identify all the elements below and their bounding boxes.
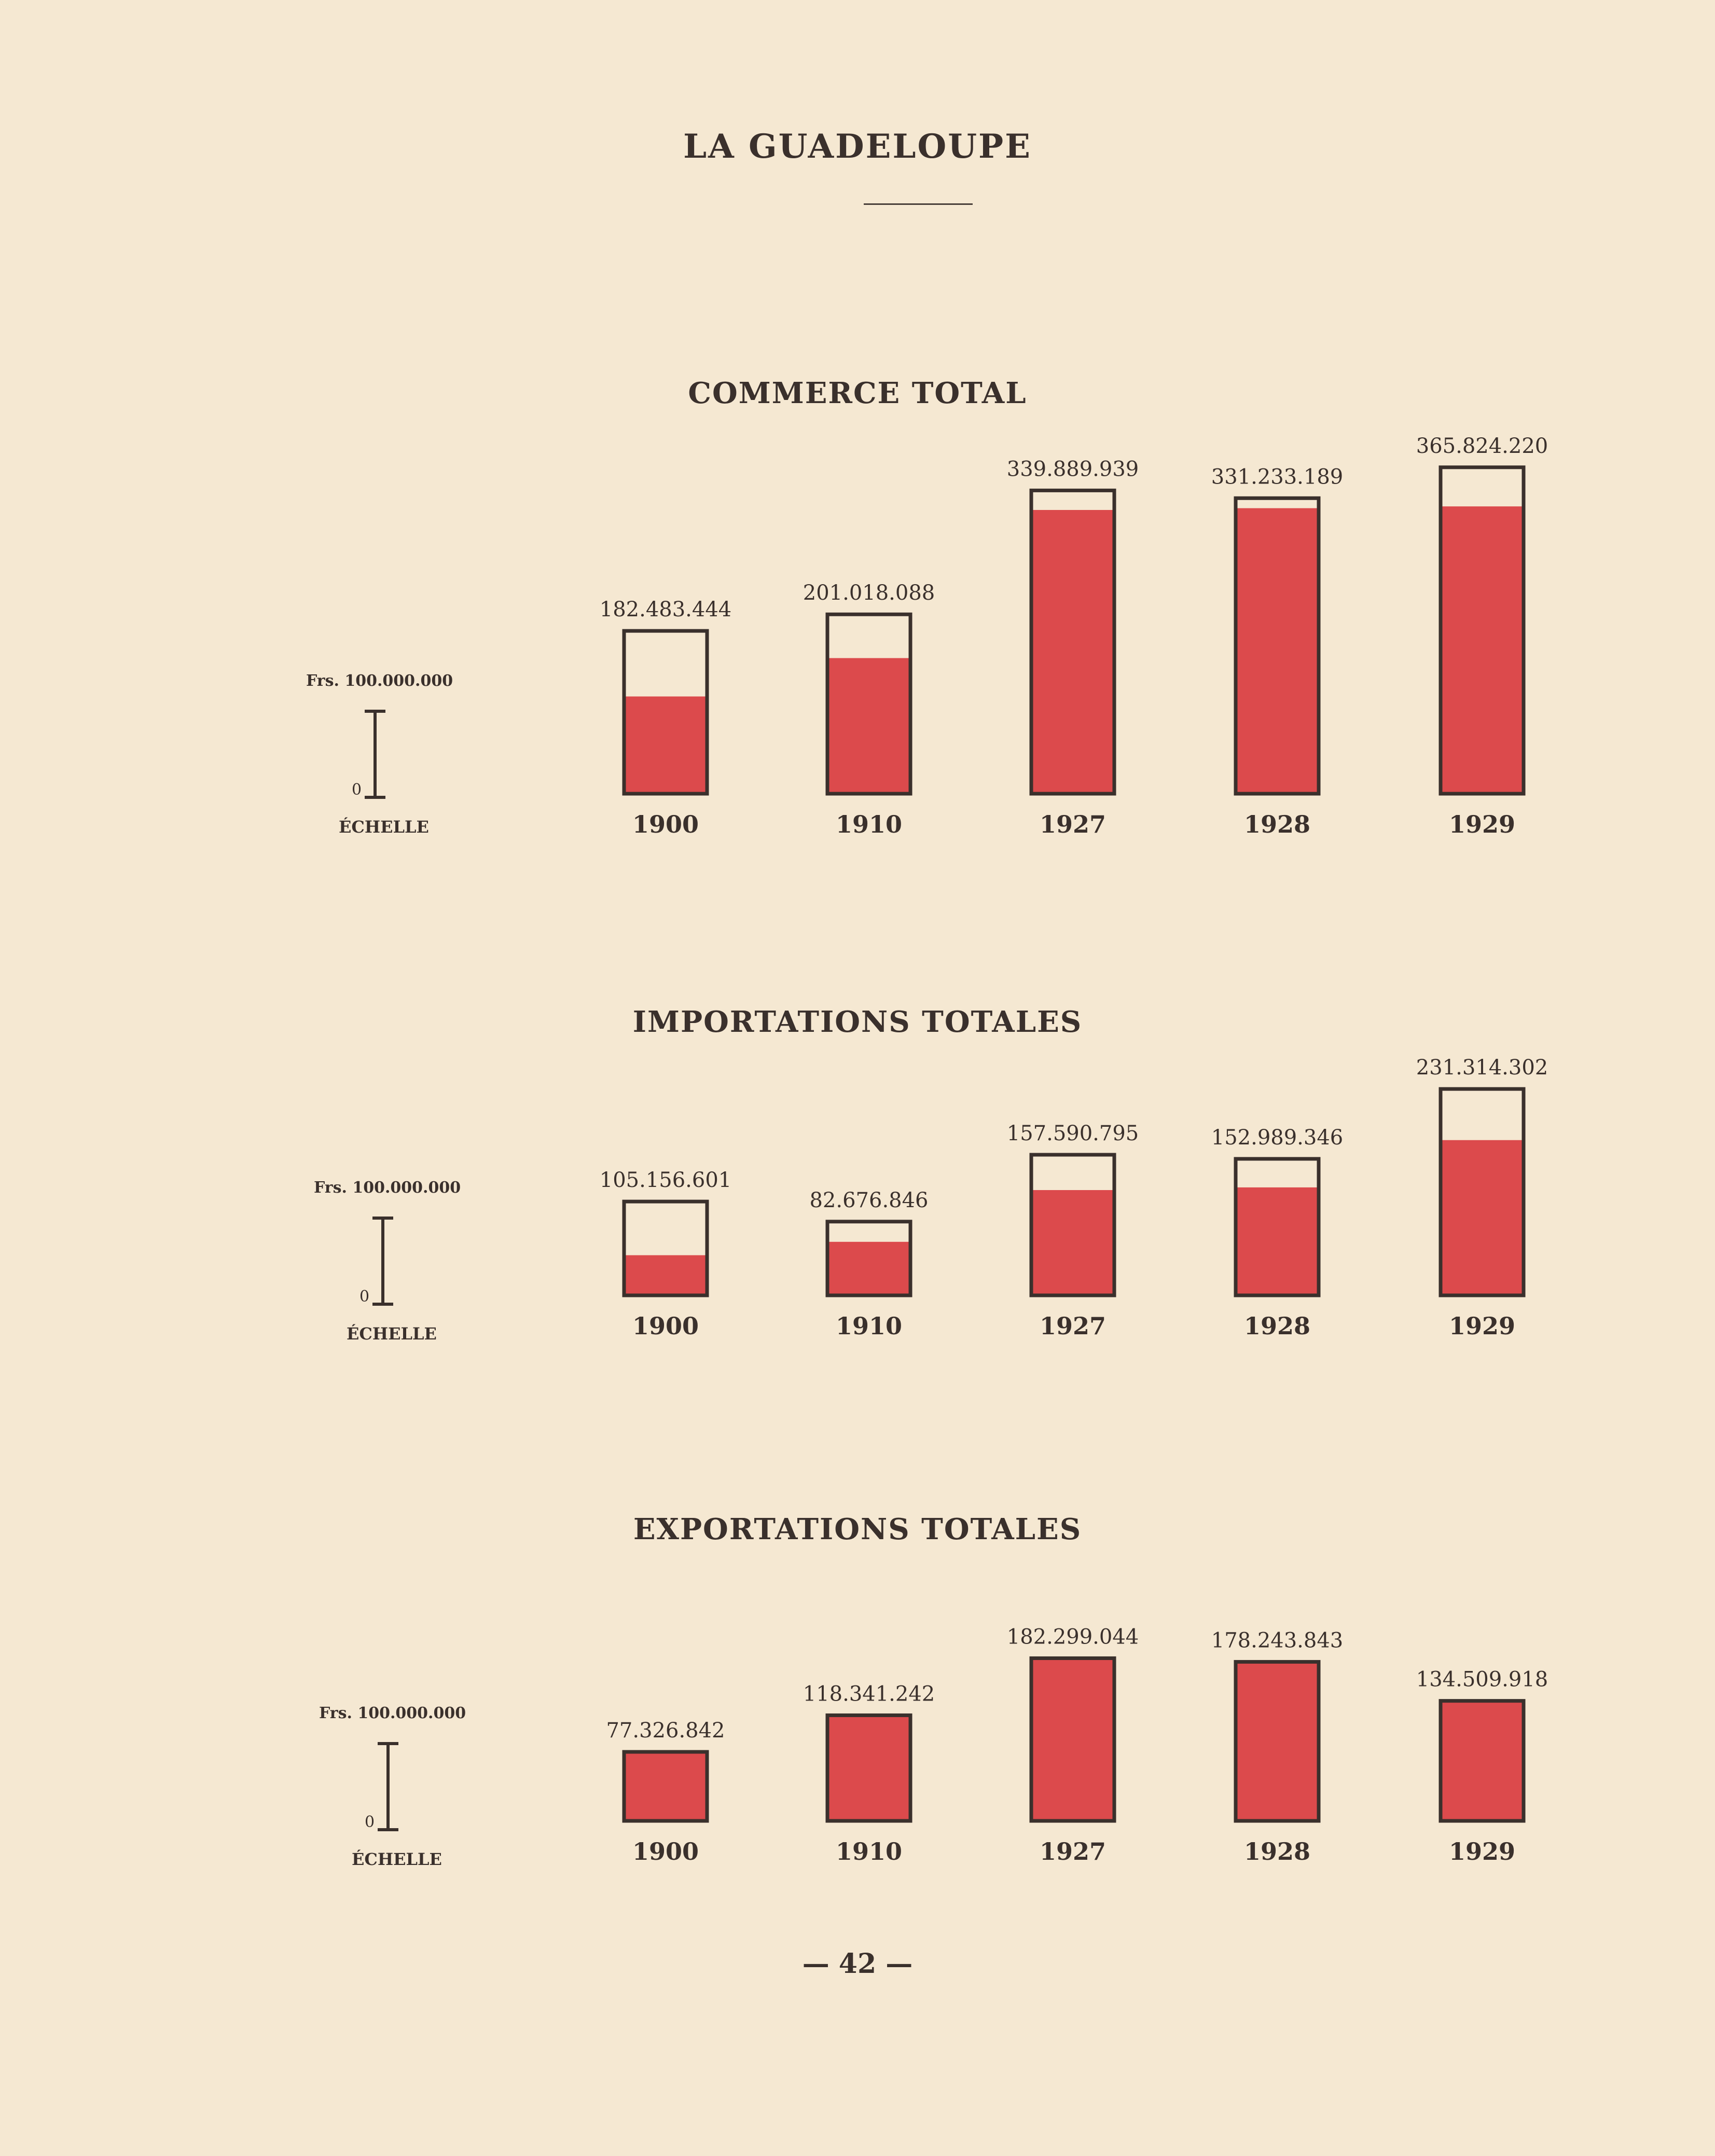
chart-commerce-total [0,363,1715,838]
x-tick-label: 1928 [1243,1837,1311,1862]
bar-fill [1442,506,1522,792]
bar-fill [1442,1701,1522,1819]
bar-group-1910 [803,1682,935,1862]
chart-title: EXPORTATIONS TOTALES [633,1512,1082,1546]
bar-fill [1033,510,1113,792]
bar-fill [626,697,706,792]
bar-value-label: 201.018.088 [803,581,935,605]
bar-value-label: 105.156.601 [599,1168,732,1193]
x-tick-label: 1900 [632,1837,699,1862]
bar-value-label: 178.243.843 [1211,1628,1344,1653]
bar-fill [1237,1187,1317,1294]
bar-value-label: 152.989.346 [1211,1125,1344,1150]
chart-exportations-totales [0,1499,1715,1966]
bar-value-label: 231.314.302 [1416,1056,1548,1080]
bar-group-1927 [1007,457,1139,838]
bar-group-1928 [1211,465,1343,838]
bar-value-label: 182.483.444 [599,598,732,622]
scale-top-label: Frs. 100.000.000 [314,1179,461,1197]
bar-fill [1033,1190,1113,1294]
page-title: LA GUADELOUPE [683,127,1032,166]
scale-zero-label: 0 [359,1288,370,1306]
bar-group-1928 [1211,1628,1343,1862]
bar-fill [829,1242,909,1294]
bar-group-1910 [809,1188,928,1340]
chart-importations-totales [0,992,1715,1459]
bar-value-label: 77.326.842 [606,1718,725,1743]
bar-group-1927 [1007,1625,1139,1862]
bar-fill [1442,1140,1522,1294]
x-tick-label: 1927 [1039,1837,1107,1862]
scale-caption: ÉCHELLE [339,817,429,837]
bar-fill [1237,508,1317,792]
scale-top-label: Frs. 100.000.000 [319,1704,466,1722]
scale-top-label: Frs. 100.000.000 [306,672,453,690]
x-tick-label: 1910 [835,1312,903,1340]
bar-value-label: 118.341.242 [803,1682,935,1706]
x-tick-label: 1900 [632,810,699,838]
chart-plot [0,1499,1715,1862]
x-tick-label: 1929 [1448,810,1516,838]
bar-group-1928 [1211,1126,1343,1340]
bar-group-1927 [1007,1122,1139,1340]
bar-fill [829,658,909,792]
scale-zero-label: 0 [352,781,362,799]
bar-value-label: 157.590.795 [1006,1121,1139,1145]
bar-fill [1033,1658,1113,1819]
bar-group-1900 [600,598,731,838]
bar-fill [1237,1662,1317,1819]
scale-caption: ÉCHELLE [352,1849,442,1869]
x-tick-label: 1910 [835,810,903,838]
bar-fill [829,1715,909,1819]
scale-zero-label: 0 [365,1813,375,1831]
x-tick-label: 1900 [632,1312,699,1340]
bar-value-label: 331.233.189 [1211,465,1344,489]
chart-plot [0,992,1715,1355]
bar-value-label: 182.299.044 [1006,1625,1139,1649]
page-number: — 42 — [802,1948,913,1980]
bar-group-1910 [803,581,935,838]
bar-fill [626,1255,706,1294]
bar-group-1929 [1416,1668,1548,1862]
bar-value-label: 339.889.939 [1006,457,1139,481]
bar-fill [626,1752,706,1819]
chart-plot [0,363,1715,856]
bar-group-1929 [1416,1056,1548,1340]
x-tick-label: 1928 [1243,810,1311,838]
title-divider [864,203,973,205]
chart-title: COMMERCE TOTAL [688,376,1027,410]
bar-group-1929 [1416,434,1548,838]
x-tick-label: 1929 [1448,1837,1516,1862]
x-tick-label: 1927 [1039,1312,1107,1340]
x-tick-label: 1927 [1039,810,1107,838]
bar-group-1900 [606,1719,725,1862]
bar-group-1900 [600,1168,731,1340]
chart-title: IMPORTATIONS TOTALES [632,1005,1083,1039]
bar-value-label: 82.676.846 [809,1188,929,1212]
x-tick-label: 1928 [1243,1312,1311,1340]
x-tick-label: 1929 [1448,1312,1516,1340]
bar-value-label: 134.509.918 [1416,1667,1548,1692]
x-tick-label: 1910 [835,1837,903,1862]
scale-caption: ÉCHELLE [347,1324,437,1344]
bar-value-label: 365.824.220 [1416,434,1548,458]
